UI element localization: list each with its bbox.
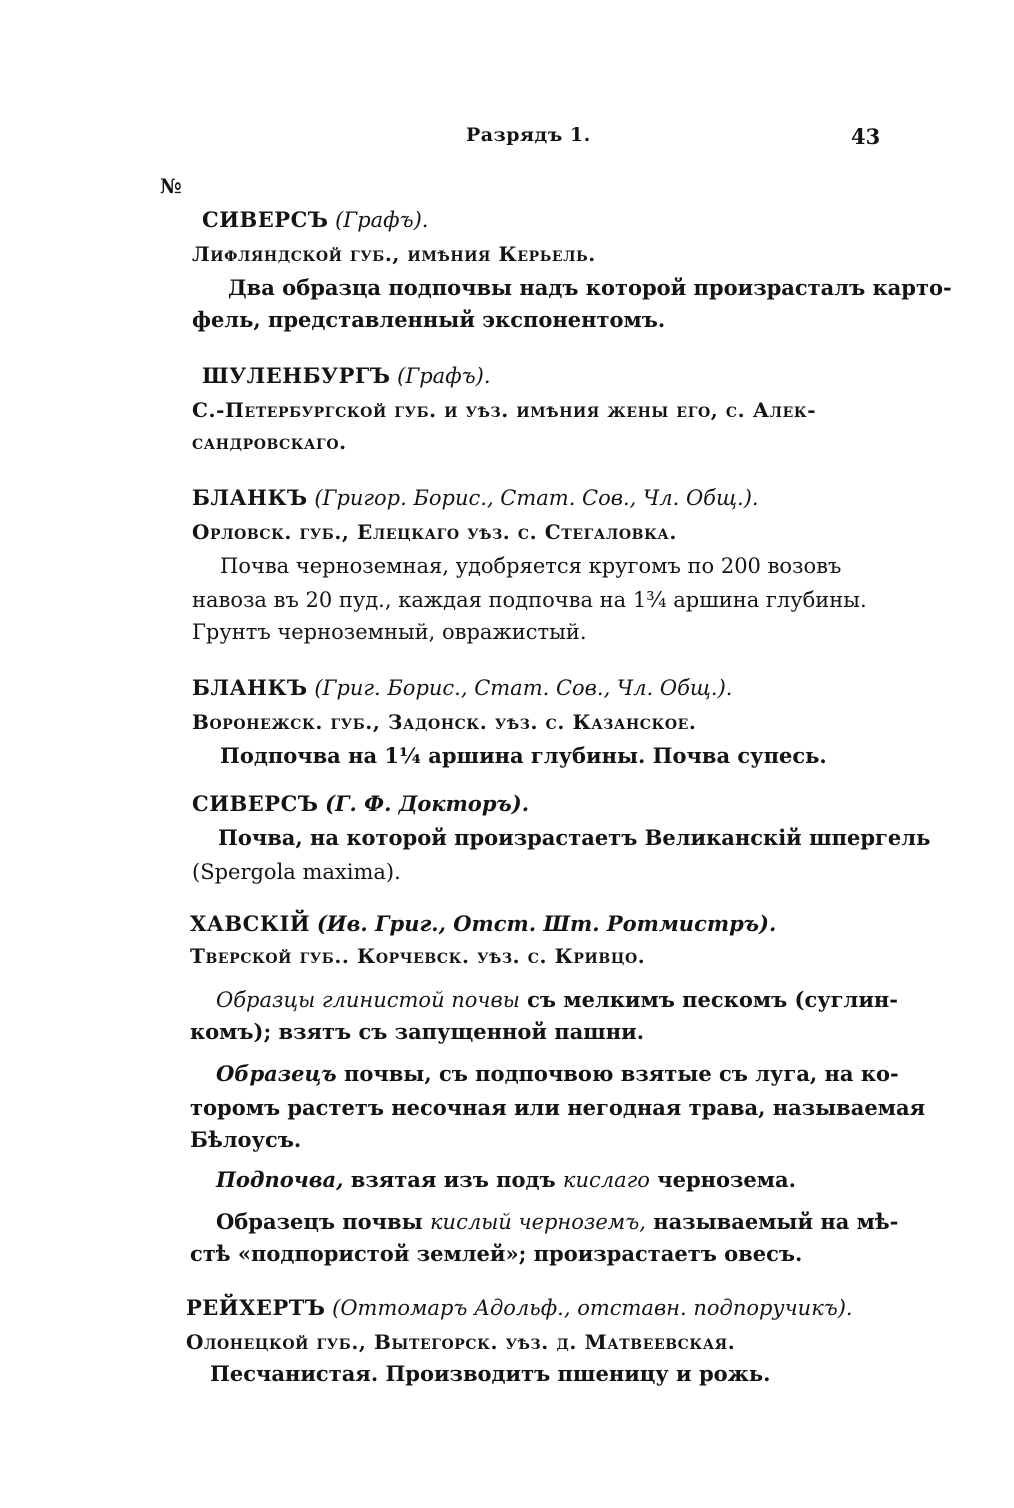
entry-text-line: торомъ растетъ несочная или негодная трава, называемая <box>190 1095 926 1120</box>
entry-name: ХАВСКІЙ <box>190 911 311 936</box>
text-segment: Образецъ почвы <box>216 1209 430 1234</box>
number-sign: № <box>160 174 182 198</box>
entry-text-line <box>216 1166 796 1194</box>
entry-heading <box>190 910 776 938</box>
entry-place: Воронежск. губ., Задонск. уѣз. с. Казанское. <box>192 710 697 734</box>
entry-title: (Графъ). <box>335 208 429 232</box>
italic-phrase: Образецъ <box>216 1061 337 1086</box>
entry-title: (Григ. Борис., Стат. Сов., Чл. Общ.). <box>314 676 733 700</box>
entry-text-line: Два образца подпочвы надъ которой произрасталъ карто- <box>228 275 952 300</box>
entry-name: СИВЕРСЪ <box>202 207 329 232</box>
entry-heading <box>192 790 529 818</box>
italic-phrase: кислый черноземъ, <box>430 1210 646 1234</box>
entry-text-line: Бѣлоусъ. <box>190 1127 302 1152</box>
entry-text-line: навоза въ 20 пуд., каждая подпочва на 1¾ аршина глубины. <box>192 588 867 612</box>
entry-title: (Оттомаръ Адольф., отставн. подпоручикъ). <box>332 1296 853 1320</box>
italic-phrase: Образцы глинистой почвы <box>216 988 520 1012</box>
entry-text-line: Подпочва на 1¼ аршина глубины. Почва супесь. <box>220 743 827 768</box>
entry-text-line: Почва черноземная, удобряется кругомъ по 200 возовъ <box>220 554 842 578</box>
entry-title: (Графъ). <box>397 364 491 388</box>
text-segment: чернозема. <box>649 1167 796 1192</box>
entry-name: ШУЛЕНБУРГЪ <box>202 363 391 388</box>
entry-heading <box>192 674 732 702</box>
entry-text-line: фель, представленный экспонентомъ. <box>192 307 666 332</box>
entry-text-line: Песчанистая. Производитъ пшеницу и рожь. <box>210 1361 771 1386</box>
entry-place: Олонецкой губ., Вытегорск. уѣз. д. Матвеевская. <box>186 1330 736 1354</box>
entry-text-line: комъ); взятъ съ запущенной пашни. <box>190 1019 645 1044</box>
entry-heading <box>192 484 759 512</box>
entry-name: СИВЕРСЪ <box>192 791 319 816</box>
entry-heading <box>186 1294 853 1322</box>
entry-heading <box>202 362 491 390</box>
entry-text-line: Грунтъ черноземный, овражистый. <box>192 620 587 644</box>
entry-title: (Ив. Григ., Отст. Шт. Ротмистръ). <box>316 911 777 936</box>
entry-heading <box>202 206 428 234</box>
entry-title: (Григор. Борис., Стат. Сов., Чл. Общ.). <box>314 486 759 510</box>
entry-place: Тверской губ.. Корчевск. уѣз. с. Кривцо. <box>190 944 646 968</box>
entry-text-line: стѣ «подпористой землей»; произрастаетъ овесъ. <box>190 1241 803 1266</box>
entry-place: Лифляндской губ., имѣния Керьель. <box>192 242 596 266</box>
entry-text-line <box>216 1060 899 1088</box>
entry-text-line <box>216 986 898 1014</box>
entry-name: БЛАНКЪ <box>192 485 308 510</box>
text-segment: почвы, съ подпочвою взятые съ луга, на ко- <box>336 1061 899 1086</box>
entry-place: сандровскаго. <box>192 430 347 454</box>
text-segment: взятая изъ подъ <box>343 1167 563 1192</box>
page-number: 43 <box>851 124 881 149</box>
entry-place: С.-Петербургской губ. и уѣз. имѣния жены его, с. Алек- <box>192 398 817 422</box>
page-header-title: Разрядъ 1. <box>466 124 591 146</box>
text-segment: называемый на мѣ- <box>645 1209 899 1234</box>
entry-title: (Г. Ф. Докторъ). <box>325 791 530 816</box>
entry-text-line <box>216 1208 898 1236</box>
entry-name: РЕЙХЕРТЪ <box>186 1295 326 1320</box>
entry-name: БЛАНКЪ <box>192 675 308 700</box>
italic-phrase: кислаго <box>562 1168 650 1192</box>
text-segment: съ мелкимъ пескомъ (суглин- <box>519 987 899 1012</box>
entry-place: Орловск. губ., Елецкаго уѣз. с. Стегаловка. <box>192 520 677 544</box>
italic-phrase: Подпочва, <box>216 1167 344 1192</box>
entry-text-line: Почва, на которой произрастаетъ Великанскій шпергель <box>218 825 931 850</box>
entry-text-line: (Spergola maxima). <box>192 860 401 884</box>
